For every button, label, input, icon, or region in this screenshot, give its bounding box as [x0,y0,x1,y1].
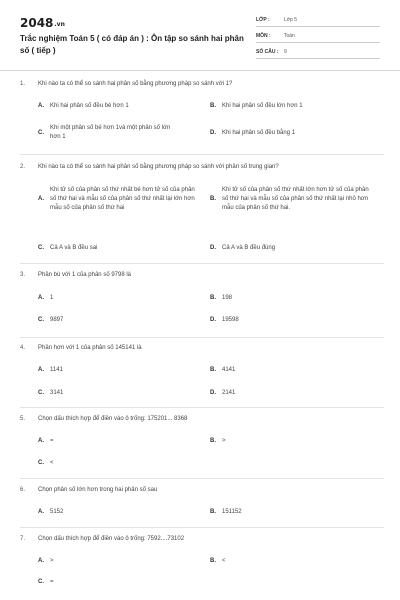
option-letter: A. [38,367,44,373]
option-text: Khi tử số của phân số thứ nhất bé hơn tử số của phân số thứ hai và mẫu số của phân số thứ nhất lại lớn hơn mẫu số của phân số thứ hai [50,187,195,211]
answer-option[interactable] [38,389,198,398]
option-text: 198 [222,295,233,301]
option-letter: D. [210,390,216,396]
option-letter: A. [38,295,44,301]
option-text: Khi hai phân số đều bé hơn 1 [50,103,129,109]
answer-option[interactable] [38,366,198,375]
question-divider [20,337,384,338]
question-text: Chọn dấu thích hợp để điền vào ô trống: 175201... 8368 [38,416,188,422]
answer-option[interactable] [38,102,198,111]
question-number: 7. [20,536,26,542]
option-letter: B. [210,438,216,444]
answer-option[interactable] [38,294,198,303]
question-text: Khi nào ta có thể so sánh hai phân số bằng phương pháp so sánh với phân số trung gian? [38,164,279,170]
option-letter: B. [210,367,216,373]
answer-option[interactable] [210,244,380,253]
option-text: Khi hai phân số đều lớn hơn 1 [222,103,303,109]
question-number: 1. [20,81,26,87]
question-number: 4. [20,345,26,351]
page-title: Trắc nghiệm Toán 5 ( có đáp án ) : Ôn tập so sánh hai phân số ( tiếp ) [20,34,244,55]
answer-option[interactable] [38,459,198,468]
option-text: 151152 [222,509,242,515]
answer-option[interactable] [38,437,198,446]
answer-option[interactable] [210,316,380,325]
option-letter: A. [38,196,44,202]
meta-value: 9 [284,49,287,55]
option-letter: A. [38,509,44,515]
option-letter: A. [38,558,44,564]
question-number: 6. [20,487,26,493]
option-letter: C. [38,317,44,323]
option-letter: C. [38,129,44,136]
answer-option[interactable] [38,186,201,213]
question-text: Chọn phân số lớn hơn trong hai phân số sau [38,487,158,493]
option-letter: A. [38,103,44,109]
option-text: 19598 [222,317,239,323]
answer-option[interactable] [38,316,198,325]
option-text: Khi hai phân số đều bằng 1 [222,130,296,136]
option-text: 2141 [222,390,236,396]
meta-label: LỚP : [256,17,270,23]
question-divider [20,263,384,264]
question-divider [20,154,384,155]
option-letter: A. [38,438,44,444]
option-text: = [50,438,54,444]
question-number: 5. [20,416,26,422]
answer-option[interactable] [210,508,380,517]
answer-option[interactable] [210,186,375,213]
answer-option[interactable] [38,124,173,142]
answer-option[interactable] [38,244,198,253]
answer-option[interactable] [210,102,380,111]
option-text: 3141 [50,390,64,396]
option-text: < [222,558,226,564]
question-divider [20,527,384,528]
option-text: Cả A và B đều đúng [222,245,276,251]
answer-option[interactable] [38,557,198,566]
answer-option[interactable] [210,294,380,303]
option-letter: D. [210,130,216,136]
answer-option[interactable] [210,389,380,398]
option-letter: B. [210,103,216,109]
option-text: 1141 [50,367,63,373]
answer-option[interactable] [210,129,380,138]
option-text: Khi tử số của phân số thứ nhất lớn hơn tử số của phân số thứ hai và mẫu số của phân số thứ nhất lại nhỏ hơn mẫu của phân số thứ hai. [222,187,369,211]
question-text: Khi nào ta có thể so sánh hai phân số bằng phương pháp so sánh với 1? [38,81,233,87]
option-text: Cả A và B đều sai [50,245,98,251]
option-text: 4141 [222,367,236,373]
meta-value: Toán [284,33,295,39]
worksheet-meta [256,14,380,62]
meta-row-count [256,46,380,59]
option-text: 9897 [50,317,64,323]
header-divider [0,70,400,71]
answer-option[interactable] [210,557,380,566]
logo-tld: .vn [54,21,65,28]
option-text: > [50,558,54,564]
meta-row-class [256,14,380,27]
option-letter: B. [210,295,216,301]
question-number: 3. [20,272,26,278]
question-text: Chọn dấu thích hợp để điền vào ô trống: 7592....73102 [38,536,185,542]
meta-label: SỐ CÂU : [256,49,279,55]
meta-label: MÔN : [256,33,271,39]
option-text: > [222,438,226,444]
option-letter: B. [210,196,216,202]
question-divider [20,407,384,408]
option-letter: C. [38,390,44,396]
option-text: Khi một phân số bé hơn 1và một phân số lớn hơn 1 [50,125,171,140]
option-text: 1 [50,295,54,301]
logo-text: 2048 [20,16,54,30]
option-letter: D. [210,317,216,323]
question-divider [20,478,384,479]
question-text: Phần bù với 1 của phân số 9798 là [38,272,132,278]
answer-option[interactable] [210,366,380,375]
site-logo[interactable] [20,16,65,30]
option-text: = [50,579,54,585]
answer-option[interactable] [210,437,380,446]
question-number: 2. [20,164,26,170]
answer-option[interactable] [38,578,198,587]
meta-row-subject [256,30,380,43]
option-letter: D. [210,245,216,251]
question-text: Phần hơn với 1 của phân số 145141 là [38,345,142,351]
option-letter: C. [38,245,44,251]
answer-option[interactable] [38,508,198,517]
option-letter: B. [210,509,216,515]
option-letter: B. [210,558,216,564]
meta-value: Lớp 5 [284,17,298,23]
option-text: 5152 [50,509,64,515]
option-text: < [50,460,54,466]
option-letter: C. [38,460,44,466]
option-letter: C. [38,579,44,585]
